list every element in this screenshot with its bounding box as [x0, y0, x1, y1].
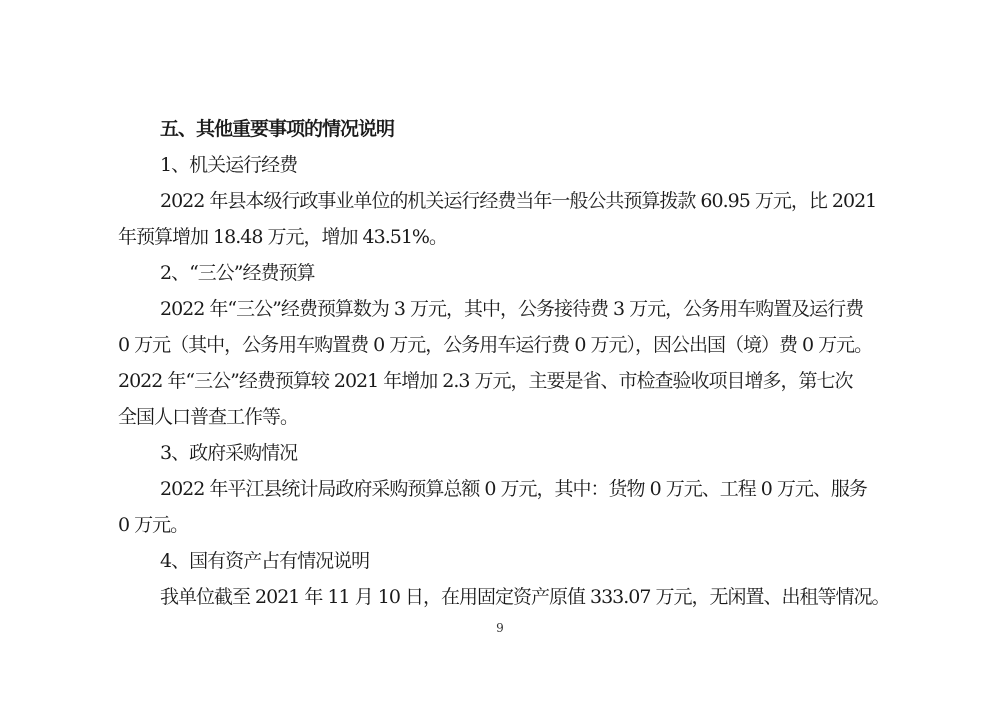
item-2-line-3: 2022 年“三公”经费预算较 2021 年增加 2.3 万元，主要是省、市检查验收项目增多，第七次 — [118, 370, 853, 392]
item-2-line-4: 全国人口普查工作等。 — [118, 406, 299, 428]
item-2-line-1: 2022 年“三公”经费预算数为 3 万元，其中，公务接待费 3 万元，公务用车购置及运行费 — [160, 298, 864, 320]
item-1-title: 1、机关运行经费 — [160, 154, 298, 176]
item-4-line-1: 我单位截至 2021 年 11 月 10 日，在用固定资产原值 333.07 万元，无闲置、出租等情况。 — [160, 586, 890, 608]
item-2-title: 2、“三公”经费预算 — [160, 262, 315, 284]
section-heading: 五、其他重要事项的情况说明 — [160, 118, 395, 140]
item-3-line-2: 0 万元。 — [118, 514, 189, 536]
page-number: 9 — [496, 621, 504, 635]
item-1-line-1: 2022 年县本级行政事业单位的机关运行经费当年一般公共预算拨款 60.95 万元，比 2021 — [160, 190, 877, 212]
item-3-title: 3、政府采购情况 — [160, 442, 298, 464]
item-3-line-1: 2022 年平江县统计局政府采购预算总额 0 万元，其中：货物 0 万元、工程 0 万元、服务 — [160, 478, 867, 500]
item-4-title: 4、国有资产占有情况说明 — [160, 550, 370, 572]
item-2-line-2: 0 万元（其中，公务用车购置费 0 万元，公务用车运行费 0 万元），因公出国（境）费 0 万元。 — [118, 334, 873, 356]
item-1-line-2: 年预算增加 18.48 万元，增加 43.51%。 — [118, 226, 447, 248]
